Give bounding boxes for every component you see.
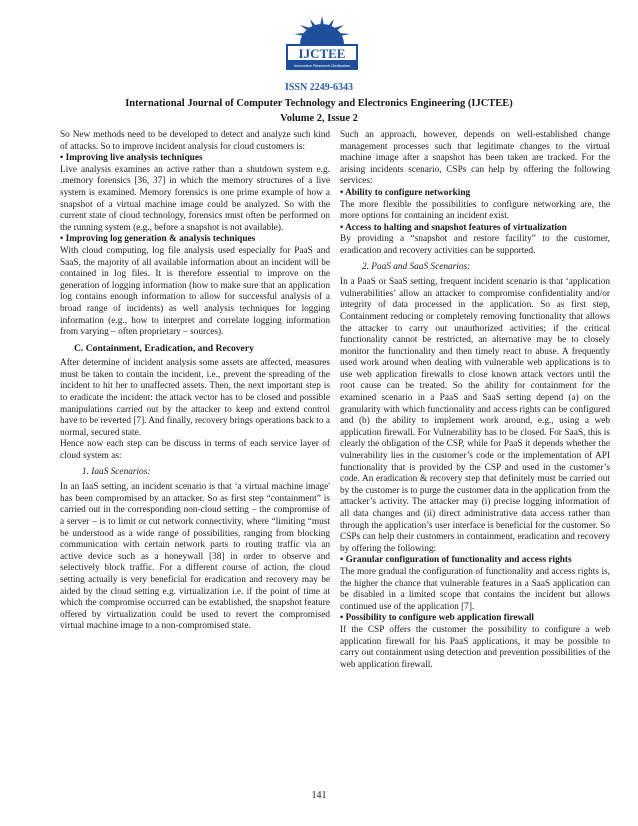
paragraph: After determine of incident analysis some assets are affected, measures must be taken to contain the incident, i.e., prevent the spreading of the incident to hit her to unaffected assets. Then, the next important step is to eradicate the incident: the attack vector has to be closed and possible manipulations carried out by the attacker to keep and extend control have to be reverted [7]. And finally, recovery brings operations back to a normal, secured state. xyxy=(60,358,330,438)
section-heading: C. Containment, Eradication, and Recovery xyxy=(74,342,254,354)
bullet-heading: • Ability to configure networking xyxy=(340,187,471,198)
bullet-heading: • Access to halting and snapshot features of virtualization xyxy=(340,222,567,233)
paragraph: By providing a “snapshot and restore facility” to the customer, eradication and recovery activities can be supported. xyxy=(340,234,610,256)
journal-logo xyxy=(282,10,362,80)
paragraph: Such an approach, however, depends on well-established change management processes such that legitimate changes to the virtual machine image after a snapshot has been taken are tracked. For the arising incidents scenario, CSPs can help by offering the following services: xyxy=(340,130,610,187)
logo-text: IJCTEE xyxy=(298,46,346,61)
volume-issue: Volume 2, Issue 2 xyxy=(280,113,358,124)
paragraph: In an IaaS setting, an incident scenario is that ‘a virtual machine image' has been compromised by an attacker. So as first step “containment” is carried out in the corresponding non-cloud setting – the compromise of a server – is to limit or cut network connectivity, where “limiting “must be understood as a wide range of possibilities, ranging from blocking communication with certain network parts to routing traffic via an active device such as a honeywall [38] in order to observe and selectively block traffic. For a different course of action, the cloud setting actually is very beneficial for eradication and recovery may be aided by the cloud setting e.g. virtualization i.e. if the point of time at which the compromise occurred can be established, the snapshot feature offered by virtualization could be used to revert the compromised virtual machine image to a non-compromised state. xyxy=(60,482,330,632)
paragraph: Hence now each step can be discuss in terms of each service layer of cloud system as: xyxy=(60,439,330,462)
paragraph: The more gradual the configuration of functionality and access rights is, the higher the chance that vulnerable features in a SaaS application can be disabled in a limited scope that contains the incident but allows continued use of the application [7]. xyxy=(340,566,610,612)
logo-tagline: Innovative Research Dedication xyxy=(293,63,351,68)
paragraph: So New methods need to be developed to detect and analyze such kind of attacks. So to improve incident analysis for cloud customers is: xyxy=(60,130,330,152)
left-column xyxy=(60,130,330,633)
bullet-heading: • Improving live analysis techniques xyxy=(60,153,203,164)
paragraph: In a PaaS or SaaS setting, frequent incident scenario is that ‘application vulnerabilities’ allow an attacker to compromise confidentiality and/or integrity of data processed in the application. So as first step, Containment reducing or completely removing functionality that allows the attacker to carry out unauthorized activities; if the critical functionality cannot be restricted, an alternative may be to closely monitor the functionality and then timely react to abuse. A frequently used work around when dealing with vulnerable web applications is to use web application firewalls to close known attack vectors until the root cause can be treated. So the ability for containment for the examined scenario in a PaaS and SaaS setting depend (a) on the granularity with which functionality and access rights can be configured and (b) the ability to implement work around, e.g., using a web application firewall. For Vulnerability has to be closed. For SaaS, this is clearly the obligation of the CSP, while for PaaS it depends whether the vulnerability lies in the customer’s code or the implementation of API functionality that is provided by the CSP and used in the customer’s code. An eradication & recovery step that definitely must be carried out by the customer is to purge the customer data in the application from the attacker’s activity. The attacker may (i) precise logging information of all data changes and (ii) direct administrative data access rather than through the application’s user interface is beneficial for the customer. So CSPs can help their customers in containment, eradication and recovery by offering the following: xyxy=(340,277,610,554)
bullet-heading: • Possibility to configure web application firewall xyxy=(340,613,535,624)
issn: ISSN 2249-6343 xyxy=(284,82,354,93)
paragraph: If the CSP offers the customer the possibility to configure a web application firewall for his PaaS applications, it may be possible to carry out containment using detection and prevention possibilities of the web application firewall. xyxy=(340,624,610,670)
subsection-heading: 2. PaaS and SaaS Scenarios: xyxy=(362,261,471,272)
bullet-heading: • Improving log generation & analysis techniques xyxy=(60,234,256,245)
paragraph: With cloud computing, log file analysis used especially for PaaS and SaaS, the majority of all available information about an incident will be contained in log files. It is therefore essential to improve on the generation of logging information (how to make sure that an application log contains enough information to allow for successful analysis of a broad range of incidents) as well analysis techniques for logging information (e.g., how to interpret and correlate logging information from varying – often proprietary – sources). xyxy=(60,245,330,338)
page-number: 141 xyxy=(311,790,327,801)
subsection-heading: 1. IaaS Scenarios: xyxy=(82,466,151,477)
journal-title: International Journal of Computer Technology and Electronics Engineering (IJCTEE) xyxy=(125,98,513,109)
paragraph: Live analysis examines an active rather than a shutdown system e.g. .memory forensics [36, 37] in which the memory structures of a live system is examined. Memory forensics is one prime example of how a snapshot of a virtual machine image could be analyzed. So with the current state of cloud technology, forensics must often be performed on the running system (e.g., before a snapshot is not available). xyxy=(60,164,330,233)
paragraph: The more flexible the possibilities to configure networking are, the more options for containing an incident exist. xyxy=(340,199,610,222)
bullet-heading: • Granular configuration of functionality and access rights xyxy=(340,555,572,566)
right-column xyxy=(340,130,610,671)
